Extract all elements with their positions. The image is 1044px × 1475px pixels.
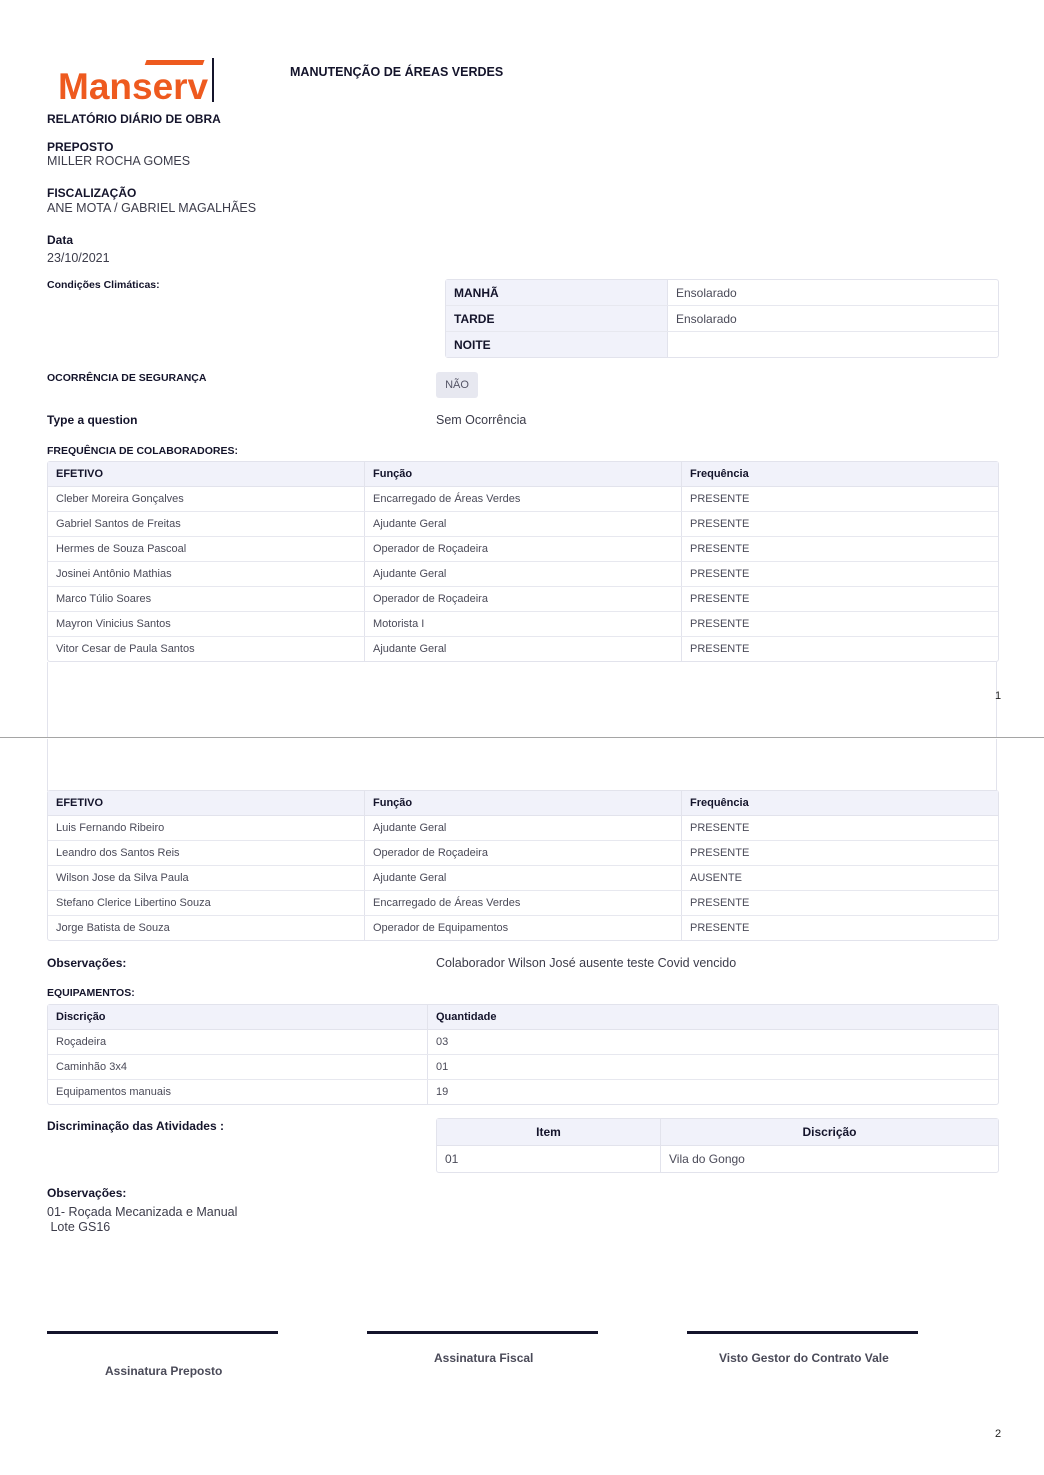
col-item: Item <box>437 1119 661 1146</box>
signature-line-gestor <box>687 1331 918 1334</box>
table-row <box>48 487 998 512</box>
table-cell: PRESENTE <box>682 587 999 612</box>
svg-text:Manserv: Manserv <box>58 66 209 106</box>
page-number-1: 1 <box>995 690 1002 702</box>
weather-table <box>445 279 999 358</box>
table-cell: PRESENTE <box>682 562 999 587</box>
table-row <box>48 1030 998 1055</box>
table-cell: Stefano Clerice Libertino Souza <box>48 891 365 916</box>
signature-fiscal: Assinatura Fiscal <box>434 1351 534 1365</box>
page-number-2: 2 <box>995 1428 1002 1440</box>
table-cell: Cleber Moreira Gonçalves <box>48 487 365 512</box>
table-cell: Jorge Batista de Souza <box>56 922 170 934</box>
col-efetivo: EFETIVO <box>48 462 365 487</box>
col-funcao: Função <box>365 791 682 816</box>
table-cell: Hermes de Souza Pascoal <box>48 537 365 562</box>
seguranca-label: OCORRÊNCIA DE SEGURANÇA <box>47 372 207 384</box>
table-cell: PRESENTE <box>682 916 999 941</box>
frequencia-table-page2 <box>47 790 999 941</box>
weather-value <box>668 332 999 358</box>
col-frequencia: Frequência <box>682 791 999 816</box>
equipamentos-label: EQUIPAMENTOS: <box>47 987 135 999</box>
signature-gestor: Visto Gestor do Contrato Vale <box>719 1351 889 1365</box>
table-cell: Luis Fernando Ribeiro <box>48 816 365 841</box>
table-cell: Ajudante Geral <box>365 866 682 891</box>
observacoes2-line2: Lote GS16 <box>47 1220 111 1234</box>
table-row <box>48 612 998 637</box>
table-cell: Vila do Gongo <box>661 1146 999 1173</box>
frequencia-label: FREQUÊNCIA DE COLABORADORES: <box>47 445 238 457</box>
table-row <box>437 1146 998 1173</box>
table-cell: Encarregado de Áreas Verdes <box>365 891 682 916</box>
table-border-left <box>47 662 48 738</box>
report-title: RELATÓRIO DIÁRIO DE OBRA <box>47 112 221 126</box>
table-cell: Operador de Roçadeira <box>365 537 682 562</box>
data-value: 23/10/2021 <box>47 251 110 265</box>
table-cell: Equipamentos manuais <box>56 1086 171 1098</box>
document-title: MANUTENÇÃO DE ÁREAS VERDES <box>290 65 504 79</box>
question-value: Sem Ocorrência <box>436 413 527 427</box>
table-cell: PRESENTE <box>682 612 999 637</box>
table-cell: 01 <box>428 1055 999 1080</box>
table-cell: PRESENTE <box>682 637 999 662</box>
table-row <box>48 891 998 916</box>
table-cell: PRESENTE <box>682 891 999 916</box>
table-cell: Ajudante Geral <box>365 816 682 841</box>
col-frequencia: Frequência <box>682 462 999 487</box>
weather-value: Ensolarado <box>668 280 999 306</box>
signature-preposto: Assinatura Preposto <box>105 1364 223 1378</box>
weather-period: NOITE <box>446 332 668 358</box>
observacoes-value: Colaborador Wilson José ausente teste Covid vencido <box>436 956 737 970</box>
table-row <box>48 1055 998 1080</box>
observacoes2-label: Observações: <box>47 1186 127 1200</box>
table-row <box>48 562 998 587</box>
col-efetivo: EFETIVO <box>48 791 365 816</box>
table-row <box>48 1080 998 1105</box>
question-label: Type a question <box>47 413 138 427</box>
table-row <box>48 916 998 941</box>
table-cell: AUSENTE <box>682 866 999 891</box>
weather-row <box>446 306 998 332</box>
table-row <box>48 637 998 662</box>
fiscalizacao-label: FISCALIZAÇÃO <box>47 186 137 200</box>
table-cell: Josinei Antônio Mathias <box>48 562 365 587</box>
table-cell: Vitor Cesar de Paula Santos <box>56 643 195 655</box>
signature-line-fiscal <box>367 1331 598 1334</box>
table-cell: Ajudante Geral <box>365 637 682 662</box>
table-cell: Leandro dos Santos Reis <box>48 841 365 866</box>
manserv-logo <box>56 56 216 106</box>
table-row <box>48 816 998 841</box>
frequencia-table-page1 <box>47 461 999 662</box>
table-cell: 03 <box>428 1030 999 1055</box>
table-row <box>48 537 998 562</box>
atividades-table <box>436 1118 999 1173</box>
table-border-left <box>47 739 48 791</box>
seguranca-badge: NÃO <box>436 372 478 398</box>
preposto-value: MILLER ROCHA GOMES <box>47 154 191 168</box>
weather-period: MANHÃ <box>446 280 668 306</box>
weather-row <box>446 332 998 358</box>
col-discricao: Discrição <box>661 1119 999 1146</box>
clima-label: Condições Climáticas: <box>47 279 160 291</box>
table-cell: Operador de Equipamentos <box>365 916 682 941</box>
weather-row <box>446 280 998 306</box>
table-cell: PRESENTE <box>682 512 999 537</box>
table-cell: Operador de Roçadeira <box>365 841 682 866</box>
table-cell: Marco Túlio Soares <box>48 587 365 612</box>
weather-value: Ensolarado <box>668 306 999 332</box>
table-cell: 01 <box>445 1152 459 1166</box>
col-funcao: Função <box>365 462 682 487</box>
table-cell: PRESENTE <box>682 487 999 512</box>
table-border-right <box>996 739 997 791</box>
table-cell: Mayron Vinicius Santos <box>48 612 365 637</box>
table-cell: Motorista I <box>365 612 682 637</box>
weather-period: TARDE <box>446 306 668 332</box>
page-divider <box>0 737 1044 738</box>
preposto-label: PREPOSTO <box>47 140 114 154</box>
signature-line-preposto <box>47 1331 278 1334</box>
table-cell: Operador de Roçadeira <box>365 587 682 612</box>
table-row <box>48 841 998 866</box>
data-label: Data <box>47 233 74 247</box>
table-cell: Wilson Jose da Silva Paula <box>48 866 365 891</box>
table-row <box>48 587 998 612</box>
table-cell: Ajudante Geral <box>365 562 682 587</box>
table-row <box>48 866 998 891</box>
table-row <box>48 512 998 537</box>
observacoes-label: Observações: <box>47 956 127 970</box>
table-cell: Roçadeira <box>48 1030 428 1055</box>
table-cell: Encarregado de Áreas Verdes <box>365 487 682 512</box>
table-cell: Gabriel Santos de Freitas <box>48 512 365 537</box>
table-cell: PRESENTE <box>682 537 999 562</box>
col-discricao: Discrição <box>48 1005 428 1030</box>
col-quantidade: Quantidade <box>428 1005 999 1030</box>
table-cell: 19 <box>428 1080 999 1105</box>
equipamentos-table <box>47 1004 999 1105</box>
atividades-label: Discriminação das Atividades : <box>47 1119 224 1133</box>
table-cell: PRESENTE <box>682 816 999 841</box>
observacoes2-line1: 01- Roçada Mecanizada e Manual <box>47 1205 238 1219</box>
table-cell: PRESENTE <box>682 841 999 866</box>
table-cell: Ajudante Geral <box>365 512 682 537</box>
table-cell: Caminhão 3x4 <box>48 1055 428 1080</box>
fiscalizacao-value: ANE MOTA / GABRIEL MAGALHÃES <box>47 201 257 215</box>
